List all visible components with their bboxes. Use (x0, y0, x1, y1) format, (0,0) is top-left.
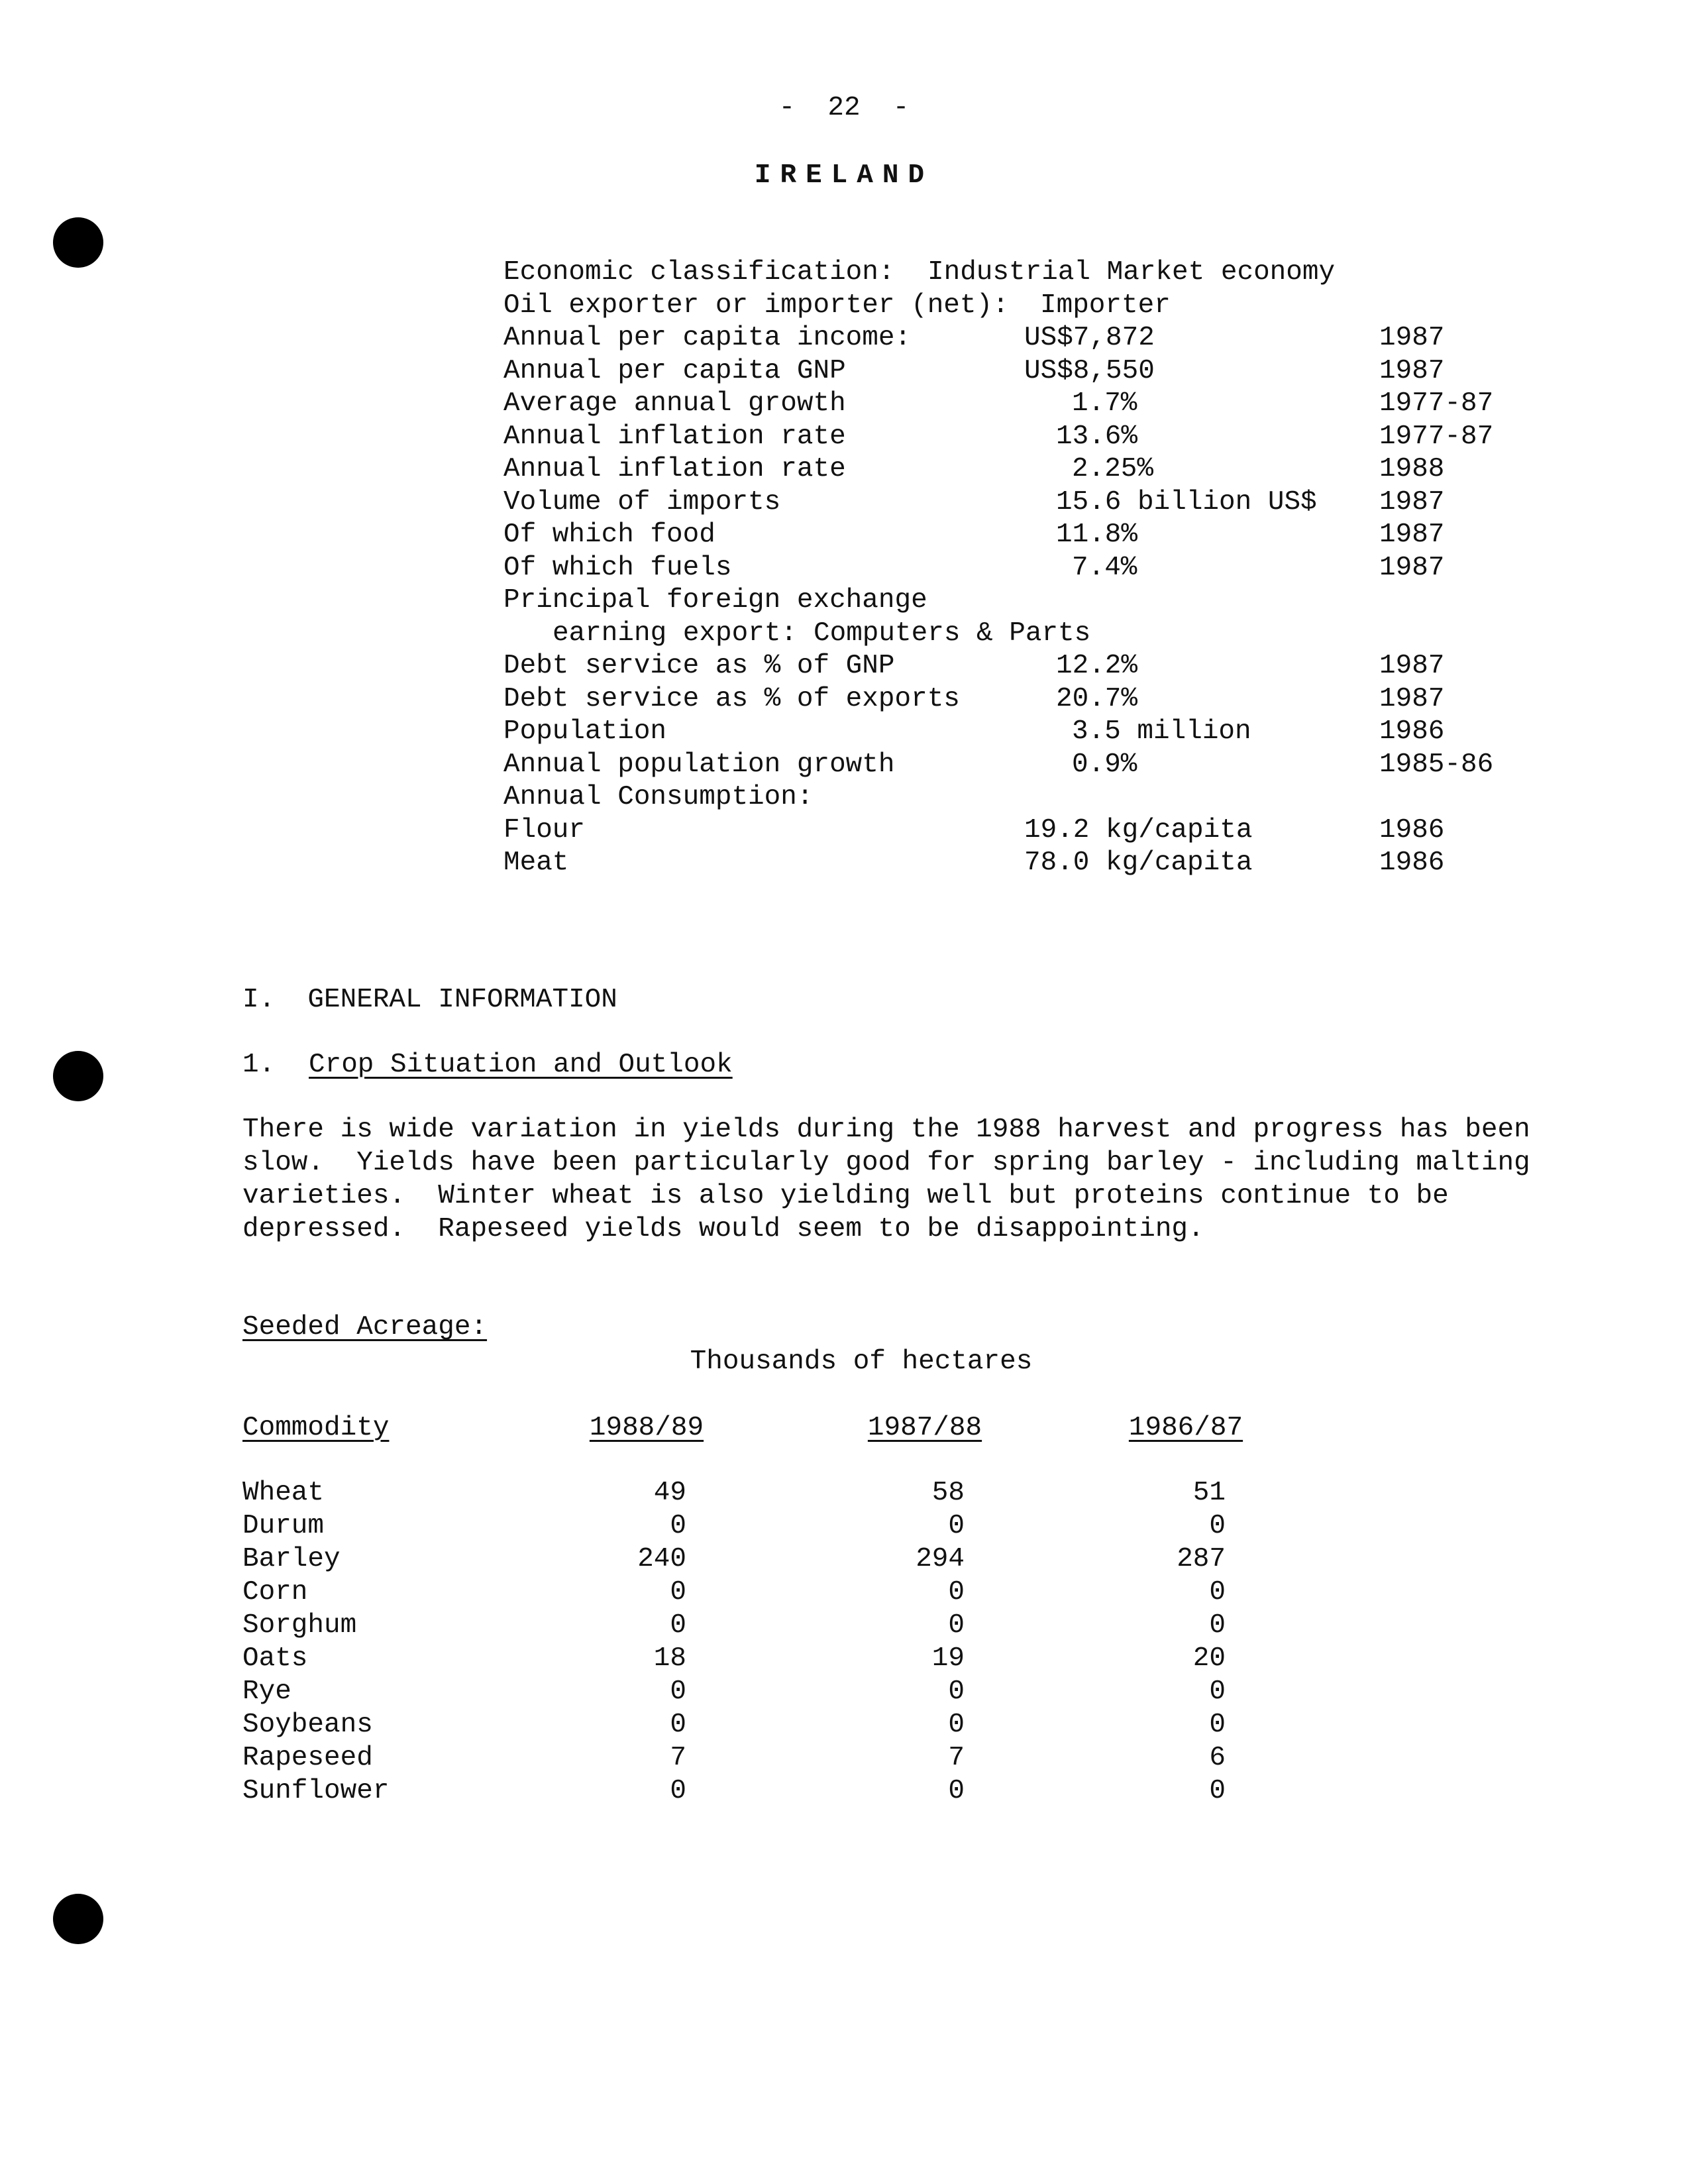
profile-value: 13.6% (1056, 421, 1138, 452)
profile-label: Debt service as % of GNP (503, 651, 895, 681)
column-header-commodity: Commodity (242, 1413, 390, 1443)
profile-label: Meat (503, 847, 569, 878)
profile-label: Principal foreign exchange (503, 585, 927, 616)
table-cell-value: 0 (670, 1776, 686, 1806)
profile-label: Annual population growth (503, 749, 895, 780)
table-cell-commodity: Rapeseed (242, 1743, 373, 1773)
table-cell-value: 0 (670, 1511, 686, 1541)
table-cell-commodity: Rye (242, 1676, 291, 1707)
table-cell-value: 0 (948, 1776, 965, 1806)
paragraph-line: slow. Yields have been particularly good for spring barley - including malting (242, 1148, 1530, 1178)
profile-year: 1987 (1379, 684, 1445, 714)
table-cell-value: 0 (948, 1710, 965, 1740)
table-cell-value: 0 (948, 1511, 965, 1541)
profile-value: 11.8% (1056, 519, 1138, 550)
profile-value: 1.7% (1072, 388, 1137, 419)
column-header-year: 1986/87 (1128, 1413, 1243, 1443)
profile-label: Population (503, 716, 667, 747)
paragraph-line: varieties. Winter wheat is also yielding well but proteins continue to be (242, 1181, 1449, 1211)
profile-label: Debt service as % of exports (503, 684, 960, 714)
table-cell-commodity: Sorghum (242, 1610, 357, 1641)
profile-year: 1977-87 (1379, 388, 1494, 419)
paragraph-line: There is wide variation in yields during the 1988 harvest and progress has been (242, 1115, 1530, 1145)
punch-hole-top (53, 217, 103, 268)
table-cell-value: 0 (670, 1577, 686, 1608)
table-cell-value: 287 (1177, 1544, 1226, 1574)
table-cell-value: 0 (1209, 1511, 1226, 1541)
table-cell-value: 0 (1209, 1776, 1226, 1806)
profile-value: 20.7% (1056, 684, 1138, 714)
table-cell-value: 7 (948, 1743, 965, 1773)
subsection-number: 1. (242, 1050, 276, 1080)
profile-year: 1986 (1379, 716, 1445, 747)
table-cell-value: 0 (948, 1577, 965, 1608)
column-header-year: 1988/89 (589, 1413, 704, 1443)
profile-value: US$7,872 (1024, 323, 1155, 353)
table-cell-commodity: Durum (242, 1511, 325, 1541)
table-cell-value: 58 (931, 1478, 965, 1508)
profile-label: Of which food (503, 519, 715, 550)
profile-label: Volume of imports (503, 487, 781, 518)
table-cell-value: 0 (1209, 1710, 1226, 1740)
punch-hole-bottom (53, 1894, 103, 1944)
profile-label: Annual inflation rate (503, 454, 846, 484)
profile-value: 7.4% (1072, 553, 1137, 583)
table-cell-value: 0 (1209, 1577, 1226, 1608)
profile-value: 2.25% (1072, 454, 1154, 484)
table-cell-value: 51 (1192, 1478, 1226, 1508)
column-header-year: 1987/88 (867, 1413, 982, 1443)
country-title: IRELAND (754, 160, 934, 191)
table-cell-commodity: Soybeans (242, 1710, 373, 1740)
table-cell-value: 0 (670, 1610, 686, 1641)
table-title: Seeded Acreage: (242, 1312, 488, 1342)
profile-year: 1987 (1379, 487, 1445, 518)
profile-label: Flour (503, 815, 586, 846)
profile-year: 1985-86 (1379, 749, 1494, 780)
profile-value: 15.6 billion US$ (1056, 487, 1317, 518)
subsection-title: Crop Situation and Outlook (309, 1050, 733, 1080)
punch-hole-middle (53, 1051, 103, 1101)
profile-label: Annual per capita GNP (503, 356, 846, 386)
table-cell-value: 240 (637, 1544, 686, 1574)
table-cell-value: 6 (1209, 1743, 1226, 1773)
profile-value: 3.5 million (1072, 716, 1251, 747)
table-cell-commodity: Corn (242, 1577, 308, 1608)
profile-value: 12.2% (1056, 651, 1138, 681)
profile-year: 1987 (1379, 553, 1445, 583)
paragraph-line: depressed. Rapeseed yields would seem to be disappointing. (242, 1214, 1204, 1244)
profile-year: 1977-87 (1379, 421, 1494, 452)
profile-value: Importer (1040, 290, 1171, 321)
table-cell-value: 294 (916, 1544, 965, 1574)
section-heading: I. GENERAL INFORMATION (242, 985, 617, 1015)
profile-label: Average annual growth (503, 388, 846, 419)
profile-value: US$8,550 (1024, 356, 1155, 386)
profile-value: 78.0 kg/capita (1024, 847, 1253, 878)
table-cell-value: 19 (931, 1643, 965, 1674)
table-cell-value: 0 (1209, 1610, 1226, 1641)
profile-value: 0.9% (1072, 749, 1137, 780)
profile-year: 1987 (1379, 651, 1445, 681)
table-cell-value: 0 (670, 1676, 686, 1707)
table-cell-value: 0 (670, 1710, 686, 1740)
profile-label: Of which fuels (503, 553, 732, 583)
profile-label: Economic classification: (503, 257, 895, 288)
table-unit: Thousands of hectares (690, 1346, 1033, 1377)
table-cell-value: 0 (948, 1610, 965, 1641)
profile-year: 1987 (1379, 519, 1445, 550)
table-cell-value: 0 (948, 1676, 965, 1707)
profile-label: Oil exporter or importer (net): (503, 290, 1009, 321)
profile-label: Annual per capita income: (503, 323, 912, 353)
profile-year: 1986 (1379, 815, 1445, 846)
profile-value: Industrial Market economy (927, 257, 1336, 288)
profile-value: Computers & Parts (814, 618, 1091, 649)
page-number: - 22 - (778, 93, 910, 123)
profile-label: Annual inflation rate (503, 421, 846, 452)
profile-year: 1987 (1379, 356, 1445, 386)
table-cell-value: 20 (1192, 1643, 1226, 1674)
table-cell-value: 0 (1209, 1676, 1226, 1707)
profile-label: earning export: (553, 618, 798, 649)
table-cell-commodity: Oats (242, 1643, 308, 1674)
table-cell-value: 18 (653, 1643, 686, 1674)
table-cell-value: 7 (670, 1743, 686, 1773)
profile-label: Annual Consumption: (503, 782, 814, 812)
profile-value: 19.2 kg/capita (1024, 815, 1253, 846)
profile-year: 1988 (1379, 454, 1445, 484)
table-cell-commodity: Wheat (242, 1478, 325, 1508)
table-cell-value: 49 (653, 1478, 686, 1508)
table-cell-commodity: Barley (242, 1544, 341, 1574)
profile-year: 1986 (1379, 847, 1445, 878)
table-cell-commodity: Sunflower (242, 1776, 390, 1806)
profile-year: 1987 (1379, 323, 1445, 353)
